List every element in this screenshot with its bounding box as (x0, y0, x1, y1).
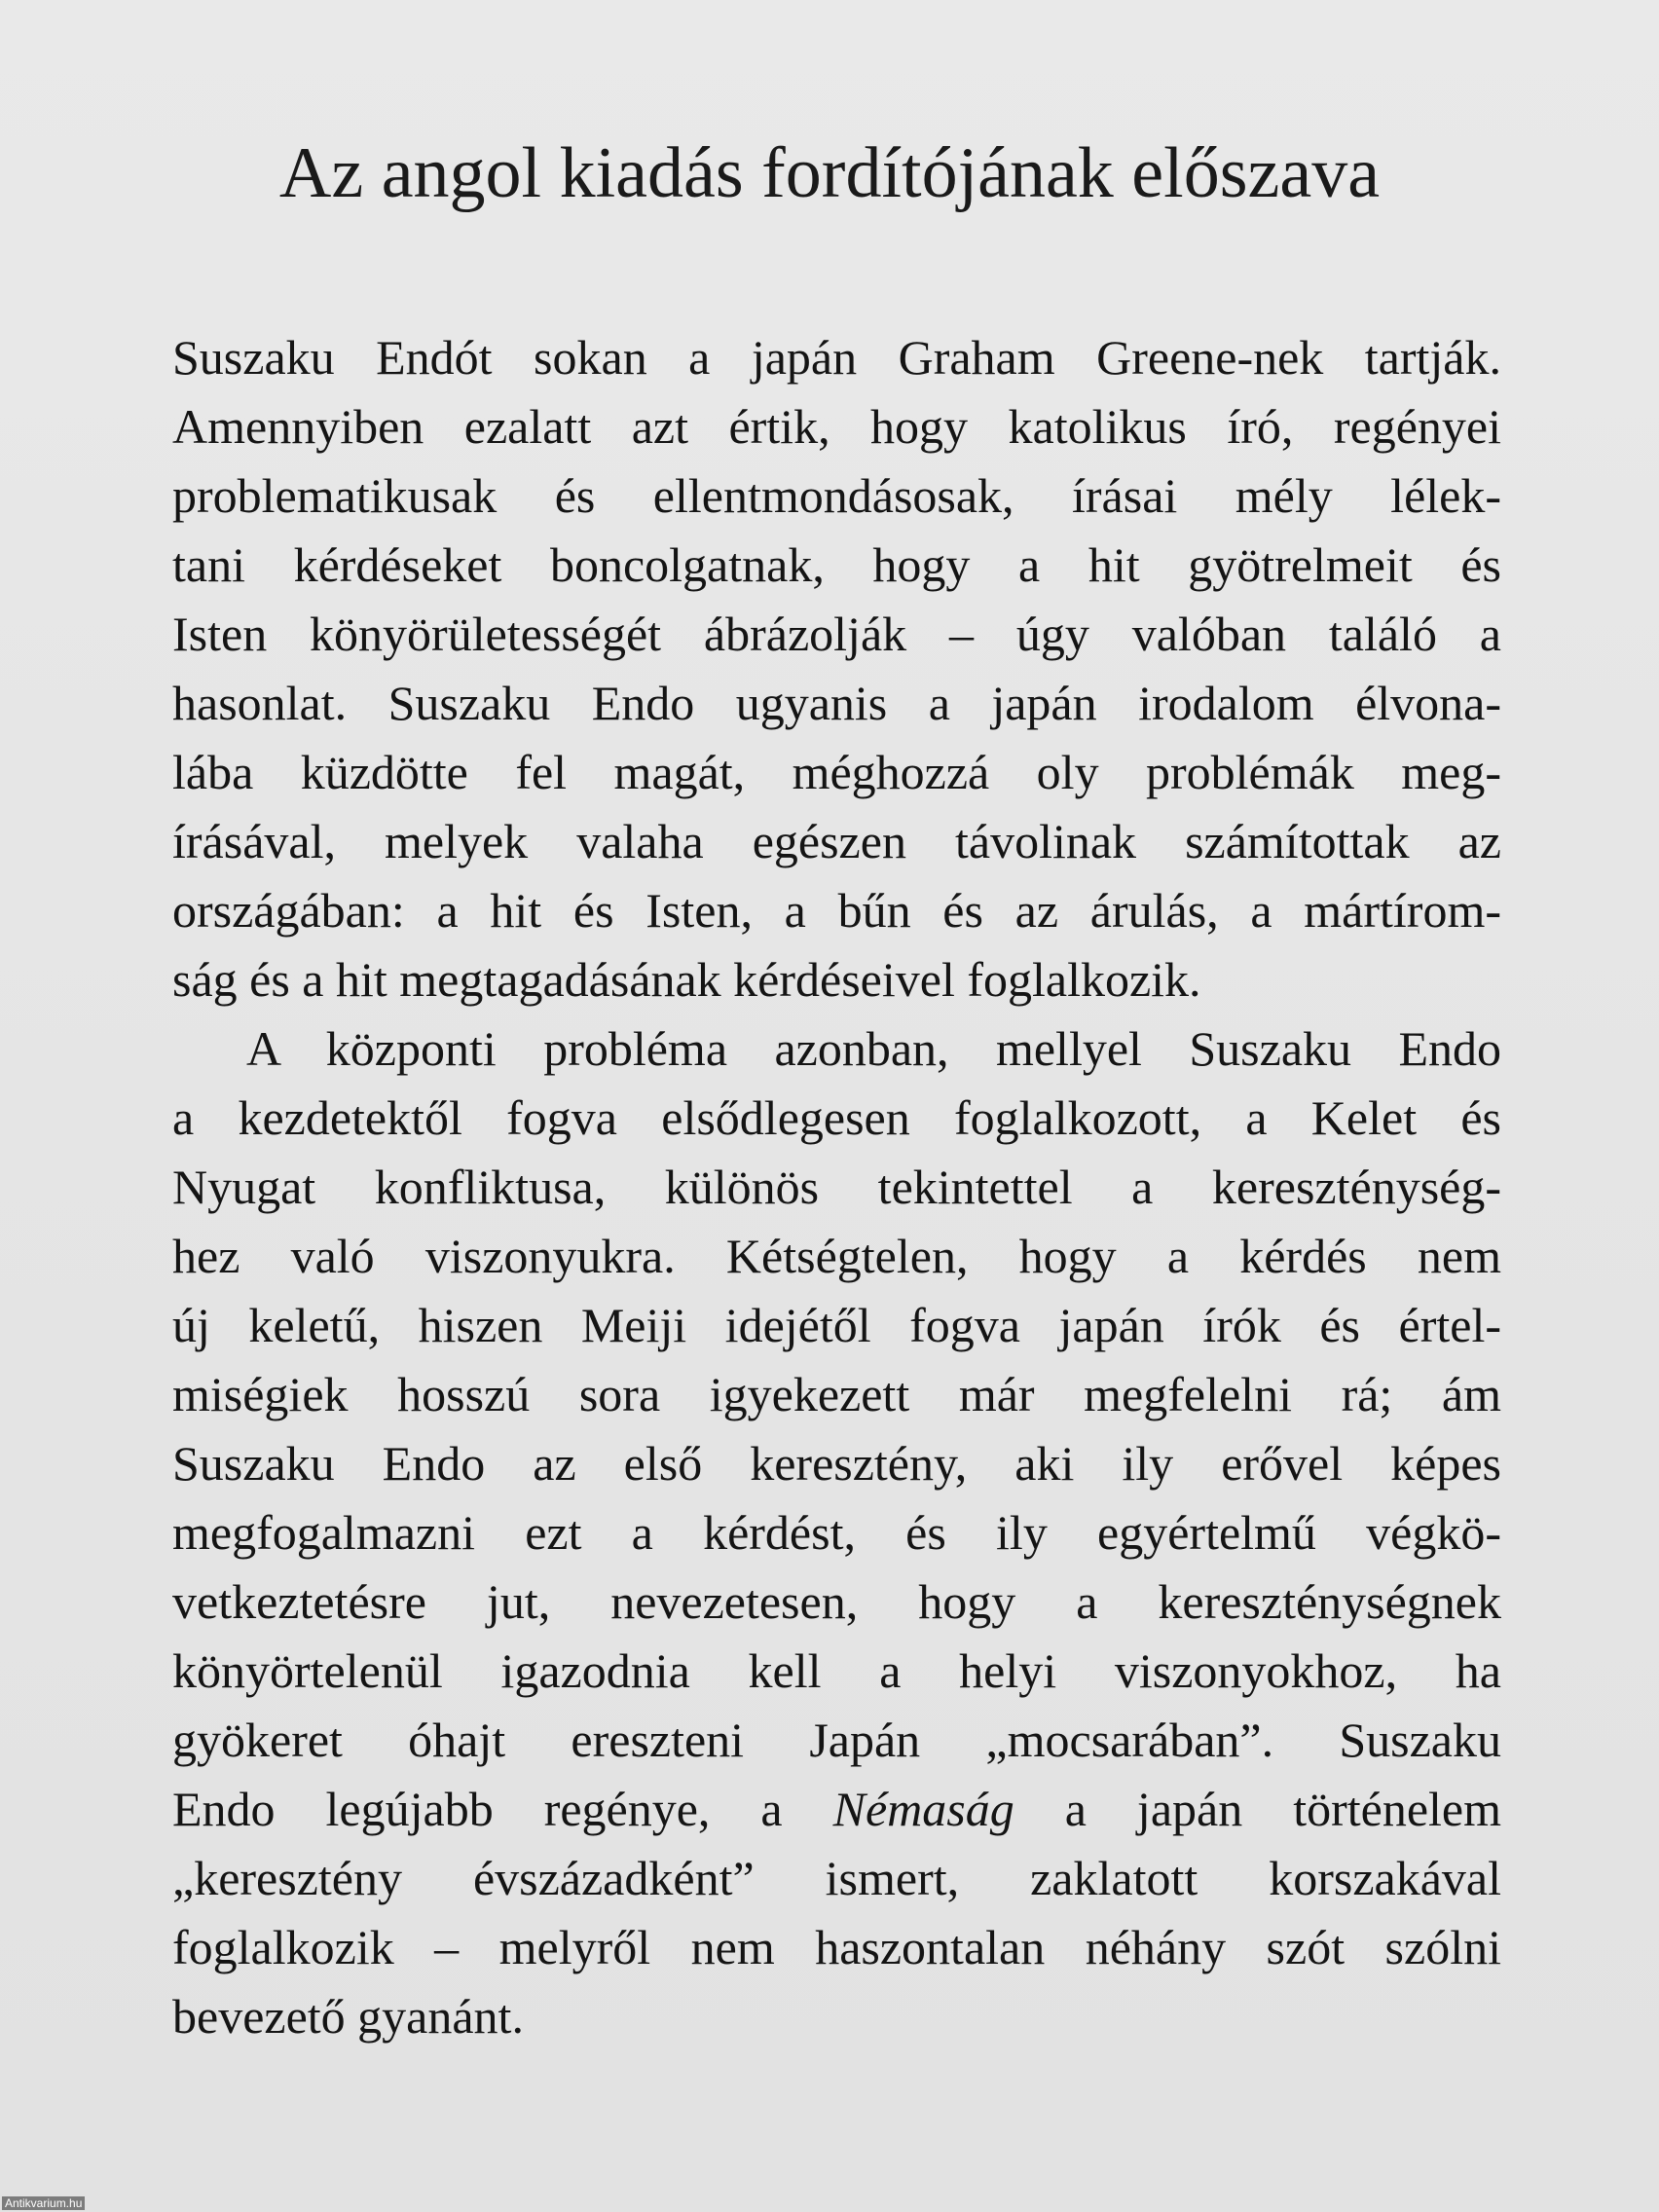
text-line: A központi probléma azonban, mellyel Suszaku Endo (246, 1021, 1501, 1076)
text-line: gyökeret óhajt ereszteni Japán „mocsarában”. Suszaku (172, 1713, 1501, 1767)
text-line: lába küzdötte fel magát, méghozzá oly problémák meg- (172, 745, 1501, 799)
text-line: hez való viszonyukra. Kétségtelen, hogy a kérdés nem (172, 1229, 1501, 1283)
text-line: bevezető gyanánt. (172, 1989, 524, 2044)
page-title: Az angol kiadás fordítójának előszava (278, 133, 1381, 213)
body-text (172, 323, 1501, 2051)
text-fragment: Endo legújabb regénye, a (172, 1782, 833, 1836)
text-line: Isten könyörületességét ábrázolják – úgy valóban találó a (172, 607, 1501, 661)
text-line: megfogalmazni ezt a kérdést, és ily egyértelmű végkö- (172, 1505, 1501, 1560)
text-line: Nyugat konfliktusa, különös tekintettel a kereszténység- (172, 1160, 1501, 1214)
text-line: vetkeztetésre jut, nevezetesen, hogy a kereszténységnek (172, 1574, 1501, 1629)
text-line: „keresztény évszázadként” ismert, zaklatott korszakával (172, 1851, 1501, 1905)
novel-title: Némaság (832, 1782, 1014, 1836)
text-line: Suszaku Endo az első keresztény, aki ily erővel képes (172, 1436, 1501, 1491)
text-line-with-title (172, 1775, 1501, 1844)
text-line: országában: a hit és Isten, a bűn és az árulás, a mártírom- (172, 883, 1501, 938)
text-fragment: a japán történelem (1014, 1782, 1501, 1836)
watermark: Antikvarium.hu (2, 2196, 85, 2210)
text-line: tani kérdéseket boncolgatnak, hogy a hit gyötrelmeit és (172, 537, 1501, 592)
text-line: írásával, melyek valaha egészen távolinak számítottak az (172, 814, 1501, 868)
text-line: hasonlat. Suszaku Endo ugyanis a japán irodalom élvona- (172, 676, 1501, 730)
text-line: foglalkozik – melyről nem haszontalan néhány szót szólni (172, 1920, 1501, 1974)
text-line: új keletű, hiszen Meiji idejétől fogva japán írók és értel- (172, 1298, 1501, 1352)
text-line: ság és a hit megtagadásának kérdéseivel foglalkozik. (172, 952, 1201, 1007)
text-line: Amennyiben ezalatt azt értik, hogy katolikus író, regényei (172, 399, 1501, 454)
text-line: miségiek hosszú sora igyekezett már megfelelni rá; ám (172, 1367, 1501, 1421)
text-line: Suszaku Endót sokan a japán Graham Greene-nek tartják. (172, 330, 1501, 385)
text-line: a kezdetektől fogva elsődlegesen foglalkozott, a Kelet és (172, 1090, 1501, 1145)
text-line: könyörtelenül igazodnia kell a helyi viszonyokhoz, ha (172, 1643, 1501, 1698)
text-line: problematikusak és ellentmondásosak, írásai mély lélek- (172, 468, 1501, 523)
